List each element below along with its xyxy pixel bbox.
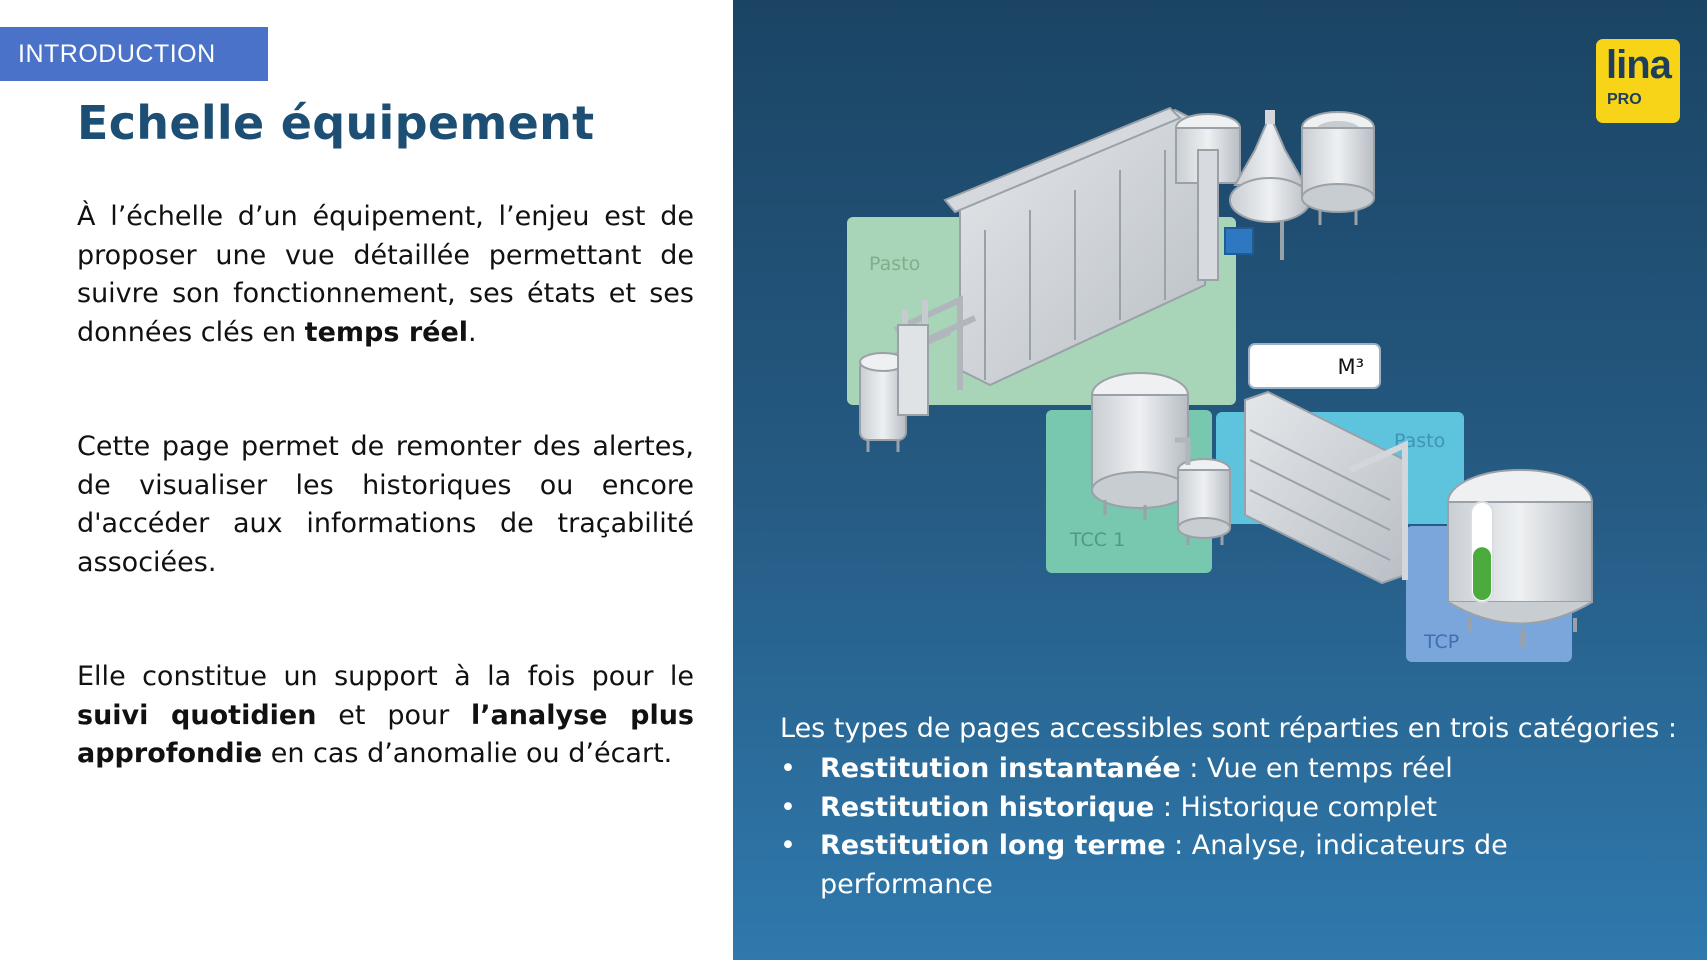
- paragraph-2: Cette page permet de remonter des alertes, de visualiser les historiques ou encore d'accéder aux informations de traçabilité associées.: [77, 431, 694, 578]
- category-item-instantanee: [780, 750, 1680, 789]
- paragraph-1-text: À l’échelle d’un équipement, l’enjeu est de proposer une vue détaillée permettant de suivre son fonctionnement, ses états et ses données clés en: [77, 201, 694, 348]
- tcc1-tank-large: [1092, 373, 1188, 520]
- category-item-historique: [780, 789, 1680, 828]
- page-categories: [780, 710, 1680, 904]
- zone-label-pasto-2: Pasto: [1394, 430, 1446, 452]
- separator-unit: [1176, 110, 1374, 280]
- category-desc: : Historique complet: [1154, 791, 1438, 823]
- zone-label-pasto-1: Pasto: [869, 253, 921, 275]
- logo-main-text: lina: [1606, 43, 1671, 87]
- paragraph-3: [77, 658, 694, 774]
- categories-list: [780, 750, 1680, 904]
- bullet: •: [780, 791, 796, 823]
- unit-readout-label: M³: [1337, 355, 1364, 379]
- left-panel: [0, 0, 733, 960]
- paragraph-1-bold: temps réel: [304, 316, 469, 348]
- category-item-long-terme: [780, 827, 1680, 904]
- bullet: •: [780, 830, 796, 861]
- category-name: Restitution historique: [820, 791, 1155, 823]
- logo-sub-text: PRO: [1607, 91, 1642, 108]
- category-desc: : Vue en temps réel: [1180, 753, 1453, 784]
- category-desc: : Analyse, indicateurs de performance: [820, 830, 1508, 900]
- paragraph-3-bold1: suivi quotidien: [77, 699, 317, 731]
- section-tag: INTRODUCTION: [0, 27, 268, 81]
- category-name: Restitution long terme: [820, 830, 1166, 861]
- bullet: •: [780, 753, 796, 784]
- category-name: Restitution instantanée: [820, 753, 1181, 784]
- zone-label-tcp: TCP: [1424, 631, 1460, 653]
- zone-label-tcc1: TCC 1: [1070, 529, 1126, 551]
- paragraph-3-text3: en cas d’anomalie ou d’écart.: [262, 738, 673, 769]
- paragraph-1-end: .: [468, 316, 477, 348]
- paragraph-3-bold2: l’analyse plus approfondie: [77, 699, 694, 769]
- categories-intro: Les types de pages accessibles sont réparties en trois catégories :: [780, 713, 1677, 744]
- tcp-level-fill: [1473, 547, 1491, 600]
- paragraph-1: [77, 198, 694, 352]
- paragraph-3-text2: et pour: [316, 699, 472, 731]
- paragraph-3-text1: Elle constitue un support à la fois pour le: [77, 661, 694, 692]
- page-title: Echelle équipement: [77, 96, 595, 150]
